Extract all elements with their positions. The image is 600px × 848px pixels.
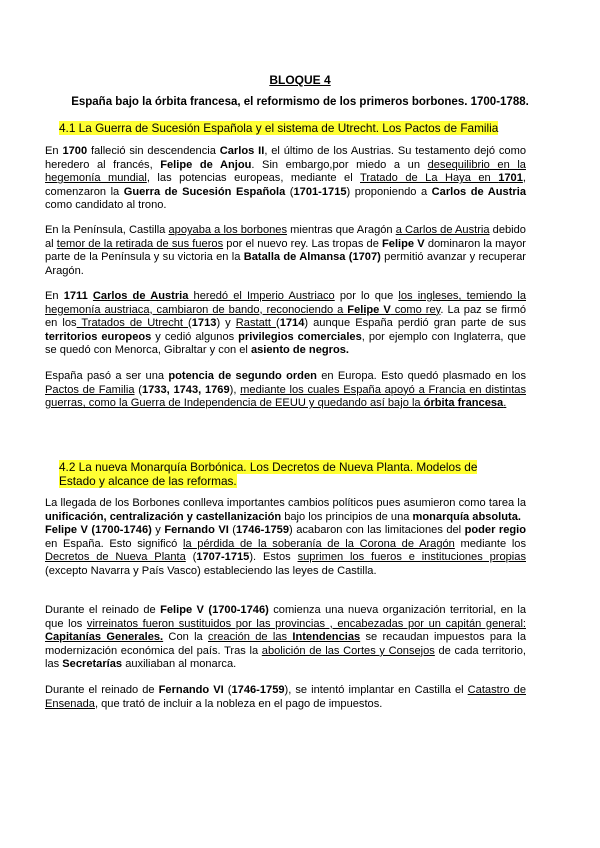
- text-run: creación de las: [208, 631, 293, 644]
- text-run: ), se intentó implantar en Castilla el: [284, 684, 468, 696]
- text-run: Rastatt: [235, 317, 276, 330]
- text-run: temor de la retirada de sus fueros: [56, 237, 224, 250]
- text-run: Carlos de Austria: [92, 290, 189, 302]
- text-run: ) proponiendo a: [346, 185, 432, 198]
- text-run: como rey: [390, 303, 441, 316]
- text-run: privilegios comerciales: [238, 330, 362, 343]
- text-run: 1701: [498, 172, 523, 185]
- text-run: bajo los principios de una: [281, 510, 413, 523]
- text-run: por lo que: [334, 290, 399, 302]
- text-run: en Europa. Esto quedó plasmado en los: [316, 370, 526, 382]
- text-run: ) acabaron con las limitaciones del: [289, 524, 465, 537]
- text-run: los ingleses, temiendo la hegemonía austriaca, cambiaron de bando, reconociendo a: [45, 290, 527, 316]
- text-run: Capitanías Generales.: [45, 631, 164, 644]
- text-run: La llegada de los Borbones conlleva importantes cambios políticos pues asumieron como tarea la: [45, 497, 526, 509]
- text-run: Durante el reinado de: [45, 684, 159, 696]
- text-run: Carlos de Austria: [431, 185, 526, 198]
- text-run: de cada territorio, las: [45, 644, 526, 671]
- text-run: ) aunque España perdió gran parte de sus: [304, 317, 526, 330]
- text-run: asiento de negros.: [250, 344, 349, 357]
- text-run: mediante los: [454, 537, 526, 550]
- text-run: Felipe V: [347, 303, 391, 316]
- section-1-paragraph-4: [45, 370, 526, 411]
- text-run: auxiliaban al monarca.: [122, 658, 237, 671]
- text-run: mediante los cuales España apoyó a Francia en distintas guerras, como la Guerra de Independencia de EEUU y quedando así bajo la: [45, 383, 527, 410]
- text-run: dominaron la mayor parte de la Península y su victoria en la: [45, 237, 527, 264]
- text-run: Durante el reinado de: [45, 604, 161, 616]
- section-1-heading: [59, 121, 509, 135]
- text-run: .: [503, 397, 507, 410]
- text-run: Felipe V (1700-1746): [45, 524, 152, 537]
- text-run: (: [223, 684, 232, 696]
- text-run: ),: [229, 383, 241, 396]
- text-run: y: [151, 524, 165, 537]
- text-run: heredó el Imperio Austriaco: [188, 290, 335, 302]
- text-run: comienza una nueva organización territorial, en la que los: [45, 604, 527, 630]
- text-run: En la Península, Castilla: [45, 224, 169, 236]
- text-run: . La paz se firmó en los: [45, 303, 526, 330]
- section-2-paragraph-1: [45, 497, 526, 579]
- text-run: . Sin embargo,por miedo a un: [251, 158, 428, 171]
- text-run: En: [45, 290, 64, 302]
- text-run: , comenzaron la: [45, 172, 526, 198]
- text-run: (: [275, 317, 280, 330]
- section-2-heading-text: 4.2 La nueva Monarquía Borbónica. Los Decretos de Nueva Planta. Modelos de Estado y alcance de las reformas.: [59, 460, 478, 488]
- text-run: se recaudan impuestos para la modernización económica del país. Tras la: [45, 631, 527, 657]
- text-run: como candidato al trono.: [45, 199, 167, 212]
- text-run: (: [185, 551, 197, 564]
- text-run: Catastro de Ensenada: [45, 684, 526, 710]
- text-run: Felipe de Anjou: [160, 158, 252, 171]
- text-run: la pérdida de la soberanía de la Corona de Aragón: [183, 537, 455, 550]
- section-2-heading: [59, 460, 509, 488]
- text-run: , que trató de incluir a la nobleza en el pago de impuestos.: [94, 697, 383, 710]
- text-run: Carlos II: [219, 145, 265, 157]
- text-run: Secretarías: [62, 658, 123, 671]
- text-run: 1714: [279, 317, 305, 330]
- text-run: Intendencias: [292, 631, 361, 644]
- text-run: Con la: [163, 631, 209, 644]
- text-run: 1733, 1743, 1769: [141, 383, 230, 396]
- text-run: unificación, centralización y castellanización: [45, 510, 282, 523]
- text-run: Batalla de Almansa (1707): [243, 251, 381, 264]
- text-run: Tratados de Utrecht: [76, 317, 189, 330]
- section-1-paragraph-3: [45, 290, 526, 358]
- text-run: a Carlos de Austria: [395, 224, 490, 236]
- text-run: Felipe V: [382, 237, 425, 250]
- text-run: Tratado de La Haya en: [360, 172, 499, 185]
- section-2-paragraph-2: [45, 604, 526, 672]
- text-run: 1701-1715: [293, 185, 347, 198]
- text-run: potencia de segundo orden: [168, 370, 317, 382]
- text-run: ). Estos: [249, 551, 298, 564]
- text-run: virreinatos fueron sustituidos por las provincias , encabezadas por un capitán general:: [86, 617, 526, 630]
- text-run: ) y: [216, 317, 236, 330]
- text-run: suprimen los fueros e instituciones propias: [297, 551, 526, 564]
- text-run: (: [228, 524, 236, 537]
- text-run: (excepto Navarra y País Vasco) estableciendo las leyes de Castilla.: [45, 564, 377, 577]
- text-run: por el nuevo rey. Las tropas de: [223, 237, 383, 250]
- text-run: poder regio: [464, 524, 526, 537]
- section-1-paragraph-2: [45, 224, 526, 278]
- text-run: Decretos de Nueva Planta: [45, 551, 186, 564]
- block-title: BLOQUE 4: [269, 73, 331, 87]
- text-run: 1713: [191, 317, 217, 330]
- block-subtitle: España bajo la órbita francesa, el reformismo de los primeros borbones. 1700-1788.: [71, 96, 529, 108]
- text-run: 1700: [62, 145, 88, 157]
- text-run: 1746-1759: [235, 524, 290, 537]
- text-run: 1707-1715: [196, 551, 250, 564]
- text-run: falleció sin descendencia: [87, 145, 220, 157]
- text-run: monarquía absoluta.: [412, 510, 521, 523]
- text-run: Guerra de Sucesión Española: [123, 185, 286, 198]
- text-run: Fernando VI: [158, 684, 224, 696]
- text-run: , el último de los Austrias. Su testamento dejó como heredero al francés,: [45, 145, 526, 171]
- text-run: en España. Esto significó: [45, 537, 183, 550]
- section-1-heading-text: 4.1 La Guerra de Sucesión Española y el sistema de Utrecht. Los Pactos de Familia: [59, 121, 499, 135]
- text-run: , las potencias europeas, mediante el: [146, 172, 360, 185]
- text-run: debido al: [45, 224, 526, 250]
- text-run: 1711: [63, 290, 88, 302]
- text-run: 1746-1759: [231, 684, 285, 696]
- text-run: (: [134, 383, 142, 396]
- text-run: abolición de las Cortes y Consejos: [261, 644, 435, 657]
- text-run: Fernando VI: [164, 524, 229, 537]
- text-run: Felipe V (1700-1746): [160, 604, 269, 616]
- text-run: Pactos de Familia: [45, 383, 135, 396]
- text-run: mientras que Aragón: [287, 224, 396, 236]
- text-run: (: [285, 185, 294, 198]
- text-run: apoyaba a los borbones: [168, 224, 288, 236]
- text-run: (: [188, 317, 192, 330]
- text-run: permitió avanzar y recuperar Aragón.: [45, 251, 526, 277]
- text-run: territorios europeos: [45, 330, 152, 343]
- text-run: órbita francesa: [423, 397, 504, 410]
- section-2-paragraph-3: [45, 684, 526, 711]
- text-run: y cedió algunos: [151, 330, 239, 343]
- text-run: desequilibrio en la hegemonía mundial: [45, 158, 526, 185]
- text-run: España pasó a ser una: [45, 370, 169, 382]
- section-1-paragraph-1: [45, 145, 526, 213]
- text-run: , por ejemplo con Inglaterra, que se quedó con Menorca, Gibraltar y con el: [45, 330, 526, 357]
- text-run: En: [45, 145, 63, 157]
